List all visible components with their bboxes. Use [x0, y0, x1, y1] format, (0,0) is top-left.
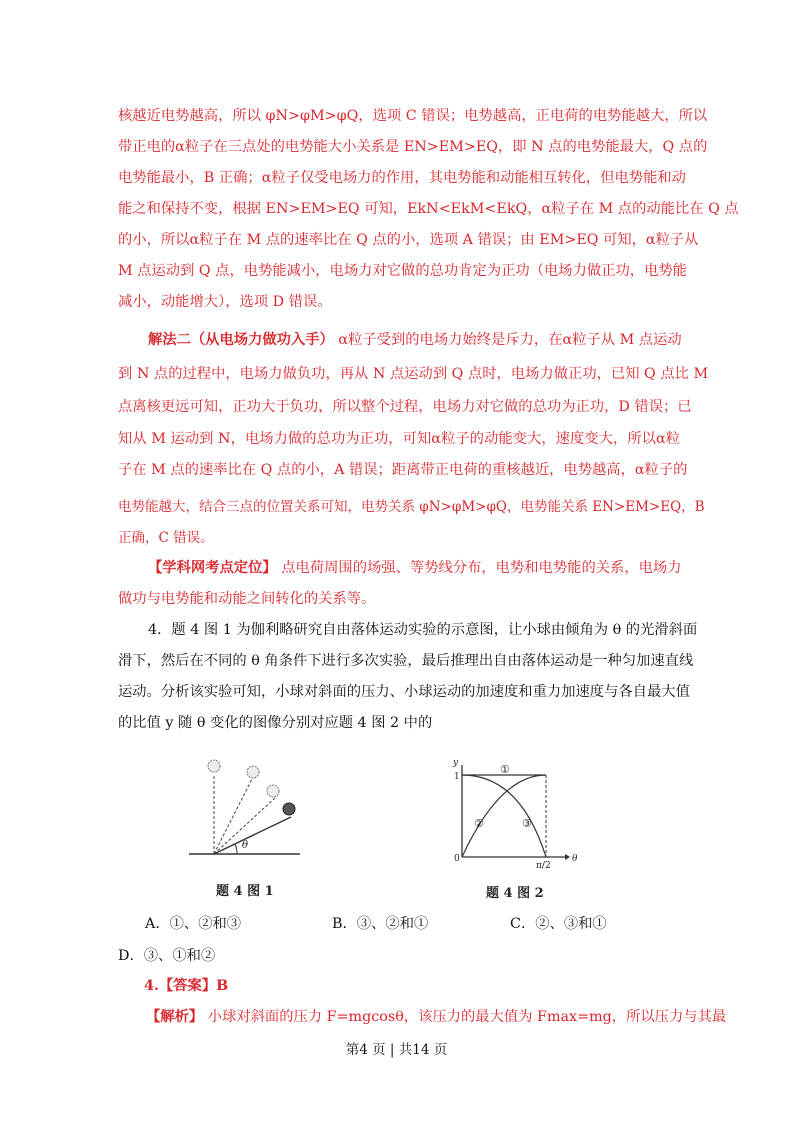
- option-b: B．③、②和①: [332, 916, 429, 932]
- x-axis-label: θ: [572, 854, 578, 864]
- solution-line: 电势能最小，B 正确；α粒子仅受电场力的作用，其电势能和动能相互转化，但电势能和动: [118, 170, 686, 186]
- solution-line: 能之和保持不变，根据 EN>EM>EQ 可知，EkN<EkM<EkQ，α粒子在 M 点的动能比在 Q 点: [118, 201, 739, 217]
- analysis-text: 小球对斜面的压力 F=mgcosθ，该压力的最大值为 Fmax=mg，所以压力与其最: [207, 1009, 727, 1025]
- figure-1-incline-diagram: [185, 755, 315, 865]
- page-footer: 第4 页 | 共14 页: [345, 1042, 448, 1058]
- solution-line: 减小，动能增大），选项 D 错误。: [118, 294, 332, 310]
- y-tick: 1: [454, 772, 460, 782]
- solution-line: 带正电的α粒子在三点处的电势能大小关系是 EN>EM>EQ，即 N 点的电势能最大，Q 点的: [118, 139, 708, 155]
- solution-line: 电势能越大，结合三点的位置关系可知，电势关系 φN>φM>φQ，电势能关系 EN>EM>EQ，B: [118, 499, 705, 515]
- figure-2-graph: [450, 755, 580, 870]
- solution-line: 点离核更远可知，正功大于负功，所以整个过程，电场力对它做的总功为正功，D 错误；已: [118, 399, 692, 415]
- kaodian-text: 点电荷周围的场强、等势线分布，电势和电势能的关系，电场力: [281, 560, 682, 576]
- solution-line: 子在 M 点的速率比在 Q 点的小，A 错误；距离带正电荷的重核越近，电势越高，α粒子的: [118, 462, 688, 478]
- y-axis-label: y: [453, 758, 459, 768]
- option-a: A．①、②和③: [145, 916, 242, 932]
- question-line: 滑下，然后在不同的 θ 角条件下进行多次实验，最后推理出自由落体运动是一种匀加速直线: [118, 653, 694, 669]
- question-line: 运动。分析该实验可知，小球对斜面的压力、小球运动的加速度和重力加速度与各自最大值: [118, 684, 690, 700]
- solution-line: 到 N 点的过程中，电场力做负功，再从 N 点运动到 Q 点时，电场力做正功，已知 Q 点比 M: [118, 366, 709, 382]
- analysis-label: 【解析】: [146, 1009, 204, 1025]
- figure-1-caption: 题 4 图 1: [216, 884, 274, 899]
- kaodian-label: 【学科网考点定位】: [148, 560, 277, 576]
- kaodian-line: [148, 558, 680, 578]
- solution-line: 知从 M 运动到 N，电场力做的总功为正功，可知α粒子的动能变大，速度变大，所以α粒: [118, 431, 680, 447]
- solution2-heading: 解法二（从电场力做功入手）: [148, 332, 334, 348]
- curve-label-2: ②: [474, 817, 484, 830]
- kaodian-line: 做功与电势能和动能之间转化的关系等。: [118, 591, 376, 607]
- x-tick: π/2: [536, 861, 551, 870]
- curve-label-1: ①: [500, 763, 510, 776]
- answer-label: 4.【答案】B: [144, 978, 229, 994]
- solution2-first-line: [148, 330, 680, 350]
- curve-label-3: ③: [522, 817, 532, 830]
- option-c: C．②、③和①: [510, 916, 607, 932]
- solution2-text: α粒子受到的电场力始终是斥力，在α粒子从 M 点运动: [338, 332, 682, 348]
- solution-line: 正确，C 错误。: [118, 530, 214, 546]
- solution-line: 的小，所以α粒子在 M 点的速率比在 Q 点的小，选项 A 错误；由 EM>EQ 可知，α粒子从: [118, 232, 699, 248]
- question-line: 的比值 y 随 θ 变化的图像分别对应题 4 图 2 中的: [118, 715, 433, 731]
- origin-label: 0: [454, 854, 460, 864]
- option-d: D．③、①和②: [118, 948, 216, 964]
- question-line: 4．题 4 图 1 为伽利略研究自由落体运动实验的示意图，让小球由倾角为 θ 的光滑斜面: [148, 622, 698, 638]
- solution-line: 核越近电势越高，所以 φN>φM>φQ，选项 C 错误；电势越高，正电荷的电势能越大，所以: [118, 108, 708, 124]
- solution-line: M 点运动到 Q 点，电势能减小，电场力对它做的总功肯定为正功（电场力做正功，电势能: [118, 263, 687, 279]
- angle-label: θ: [242, 840, 249, 851]
- figure-2-caption: 题 4 图 2: [486, 886, 544, 901]
- analysis-line: [146, 1007, 727, 1027]
